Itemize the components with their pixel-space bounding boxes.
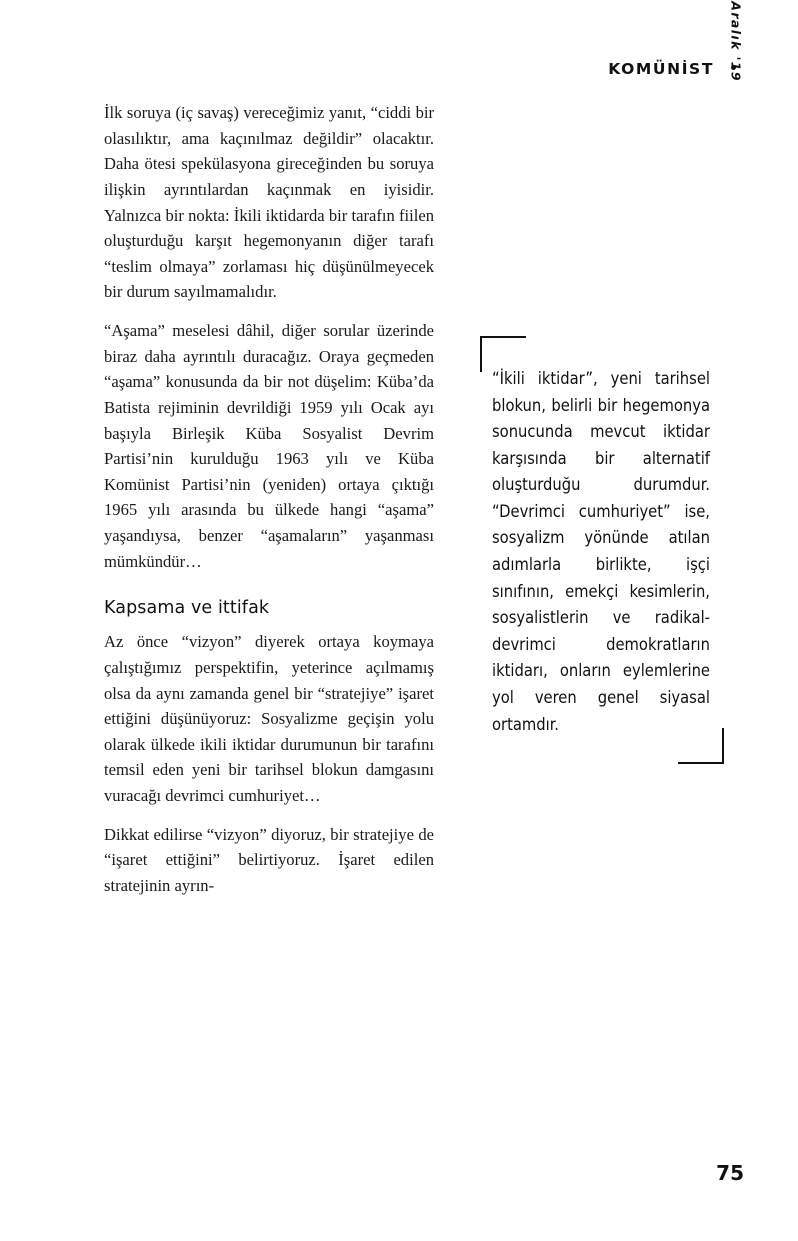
running-head-date: Aralık '19 xyxy=(729,1,744,82)
body-paragraph: Az önce “vizyon” diyerek ortaya koymaya çalıştığımız perspektifin, yeterince açılmamış olsa da aynı zamanda genel bir “stratejiye” işaret ettiğini düşünüyoruz: Sosyalizme geçişin yolu olarak ülkede ikili iktidar durumunun bir tarafını temsil eden yeni bir tarihsel blokun damgasını vuracağı devrimci cumhuriyet… xyxy=(104,632,434,805)
pull-quote xyxy=(480,336,724,764)
page-number: 75 xyxy=(716,1161,744,1185)
running-head-title: KOMÜNİST xyxy=(608,60,714,78)
pull-quote-rule-left xyxy=(480,336,482,372)
body-paragraph: Dikkat edilirse “vizyon” diyoruz, bir stratejiye de “işaret ettiğini” belirtiyoruz. İşaret edilen stratejinin ayrın- xyxy=(104,824,434,895)
pull-quote-rule-top xyxy=(480,336,526,338)
body-paragraph: İlk soruya (iç savaş) vereceğimiz yanıt, “ciddi bir olasılıktır, ama kaçınılmaz değildir” olacaktır. Daha ötesi spekülasyona gireceğinden bu soruya ilişkin ayrıntılardan kaçınmak en iyisidir. Yalnızca bir nokta: İkili iktidarda bir tarafın fiilen oluşturduğu karşıt hegemonyanın diğer tarafı “teslim olmaya” zorlaması hiç düşünülmeyecek bir durum sayılmamalıdır. xyxy=(104,103,434,302)
body-paragraph: “Aşama” meselesi dâhil, diğer sorular üzerinde biraz daha ayrıntılı duracağız. Oraya geçmeden “aşama” konusunda da bir not düşelim: Küba’da Batista rejiminin devrildiği 1959 yılı Ocak ayı başıyla Birleşik Küba Sosyalist Devrim Partisi’nin kurulduğu 1963 yılı ve Küba Komünist Partisi’nin (yeniden) ortaya çıktığı 1965 yılı arasında bu ülkede hangi “aşama” yaşandıysa, benzer “aşamaların” yaşanması mümkündür… xyxy=(104,321,434,571)
running-head xyxy=(544,1,754,182)
pull-quote-text: “İkili iktidar”, yeni tarihsel blokun, belirli bir hegemonya sonucunda mevcut iktidar karşısında bir alternatif oluşturduğu durumdur. “Devrimci cumhuriyet” ise, sosyalizm yönünde atılan adımlarla birlikte, işçi sınıfının, emekçi kesimlerin, sosyalistlerin ve radikal-devrimci demokratların iktidarı, onların eylemlerine yol veren genel siyasal ortamdır. xyxy=(492,369,710,734)
pull-quote-rule-right xyxy=(722,728,724,764)
section-subheading: Kapsama ve ittifak xyxy=(104,598,270,619)
main-text-column xyxy=(104,100,434,899)
pull-quote-rule-bottom xyxy=(678,762,724,764)
